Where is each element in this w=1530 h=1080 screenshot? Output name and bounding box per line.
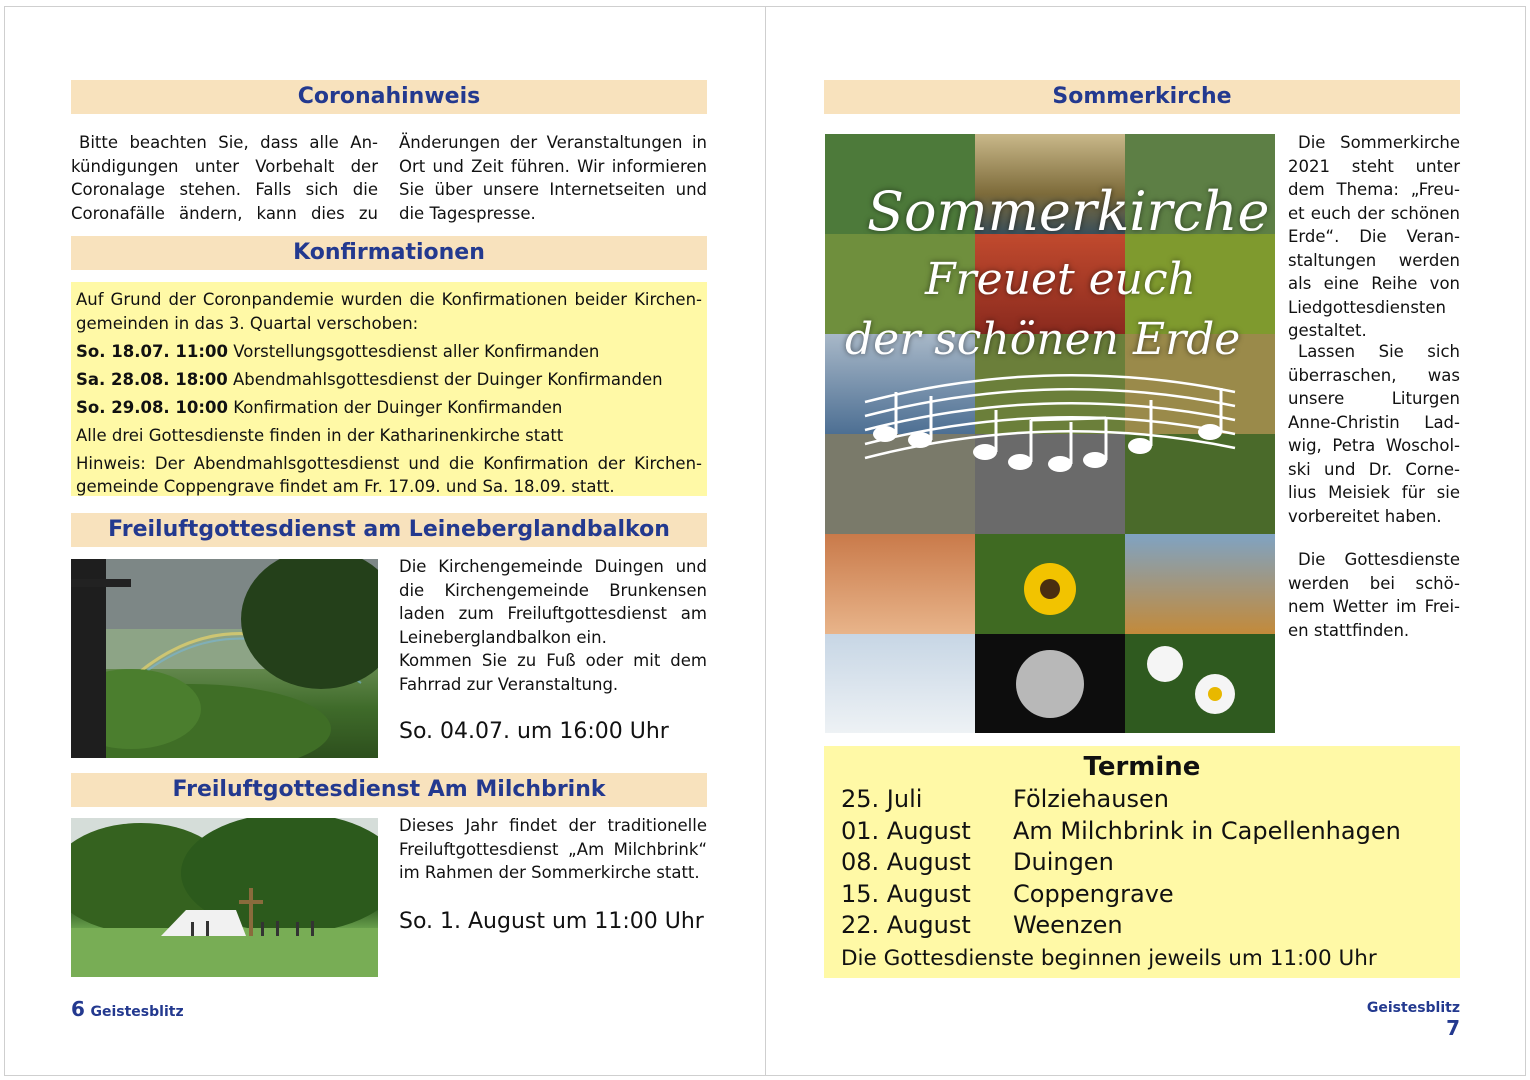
konf-intro-line: gemeinden in das 3. Quartal verschoben: <box>76 313 419 333</box>
left-footer <box>71 997 184 1021</box>
termine-heading: Termine <box>1083 752 1201 782</box>
leineberg-line: Kommen Sie zu Fuß oder mit dem <box>399 651 707 670</box>
leineberg-line: Die Kirchengemeinde Duingen und <box>399 557 707 576</box>
sk-line: wig, Petra Woschol- <box>1288 436 1460 455</box>
sk-line: lius Meisiek für sie <box>1288 483 1460 502</box>
sk-line: staltungen werden <box>1288 250 1460 270</box>
termin-place: Duingen <box>1013 848 1114 876</box>
konf-event-when: Sa. 28.08. 18:00 <box>76 369 228 389</box>
konf-hint-line: Hinweis: Der Abendmahlsgottesdienst und die Konfirmation der Kirchen- <box>76 453 702 473</box>
corona-col2-line: Ort und Zeit führen. Wir informieren <box>399 156 707 176</box>
sk-line: Liedgottesdiensten <box>1288 297 1446 317</box>
termin-row <box>841 847 1114 879</box>
termin-date: 08. August <box>841 848 971 876</box>
magazine-name: Geistesblitz <box>1366 1000 1460 1016</box>
termin-date: 15. August <box>841 880 971 908</box>
termine-note: Die Gottesdienste beginnen jeweils um 11:00 Uhr <box>841 946 1377 971</box>
termin-row <box>841 879 1174 911</box>
leineberg-line: die Kirchengemeinde Brunkensen <box>399 580 707 600</box>
termin-date: 22. August <box>841 911 971 939</box>
sommerkirche-text-1 <box>1288 131 1460 343</box>
konf-event-what: Vorstellungsgottesdienst aller Konfirmanden <box>227 341 600 361</box>
sk-line: dem Thema: „Freu- <box>1288 180 1460 199</box>
milchbrink-photo <box>71 818 378 977</box>
page-number: 6 <box>71 997 85 1021</box>
termin-place: Fölziehausen <box>1013 785 1169 813</box>
konf-intro-line: Auf Grund der Coronpandemie wurden die Konfirmationen beider Kirchen- <box>76 290 702 309</box>
termin-date: 25. Juli <box>841 785 923 813</box>
milchbrink-text <box>399 814 707 885</box>
corona-heading: Coronahinweis <box>71 80 707 114</box>
sk-line: überraschen, was <box>1288 365 1460 385</box>
collage-title: Sommerkirche <box>867 180 1270 243</box>
corona-text-col1 <box>71 131 378 225</box>
konf-event <box>76 396 702 420</box>
konf-event <box>76 340 702 364</box>
leineberg-date: So. 04.07. um 16:00 Uhr <box>399 719 669 744</box>
sk-line: en stattfinden. <box>1288 620 1410 640</box>
leineberg-heading: Freiluftgottesdienst am Leineberglandbalkon <box>71 513 707 547</box>
konf-event <box>76 368 702 392</box>
corona-text-col2 <box>399 131 707 225</box>
konf-event-what: Konfirmation der Duinger Konfirmanden <box>227 397 563 417</box>
termin-row <box>841 784 1169 816</box>
milchbrink-line: Dieses Jahr findet der traditionelle <box>399 816 707 835</box>
termin-place: Weenzen <box>1013 911 1123 939</box>
sommerkirche-collage <box>825 134 1275 733</box>
termin-row <box>841 910 1123 942</box>
corona-col2-line: die Tagespresse. <box>399 203 536 223</box>
sk-line: werden bei schö- <box>1288 573 1460 593</box>
sk-line: nem Wetter im Frei- <box>1288 597 1460 616</box>
sk-line: ski und Dr. Corne- <box>1288 459 1460 479</box>
sk-line: unsere Liturgen <box>1288 389 1460 408</box>
milchbrink-heading: Freiluftgottesdienst Am Milchbrink <box>71 773 707 807</box>
corona-col2-line: Änderungen der Veranstaltungen in <box>399 133 707 152</box>
konf-place: Alle drei Gottesdienste finden in der Katharinenkirche statt <box>76 425 564 445</box>
milchbrink-line: Freiluftgottesdienst „Am Milchbrink“ <box>399 839 707 859</box>
right-footer <box>1349 997 1460 1040</box>
sk-line: Erde“. Die Veran- <box>1288 227 1460 246</box>
termin-place: Coppengrave <box>1013 880 1174 908</box>
corona-col1-line: Coronafälle ändern, kann dies zu <box>71 203 378 223</box>
sk-line: gestaltet. <box>1288 321 1367 340</box>
sk-line: et euch der schönen <box>1288 203 1460 223</box>
sommerkirche-heading: Sommerkirche <box>824 80 1460 114</box>
corona-col1-line: Bitte beachten Sie, dass alle An- <box>79 133 378 152</box>
leineberg-line: laden zum Freiluftgottesdienst am <box>399 604 707 623</box>
konfirmationen-box <box>71 282 707 496</box>
konf-event-when: So. 29.08. 10:00 <box>76 397 228 417</box>
milchbrink-date: So. 1. August um 11:00 Uhr <box>399 909 704 934</box>
corona-col1-line: Coronalage stehen. Falls sich die <box>71 180 378 199</box>
sk-line: Die Sommerkirche <box>1298 133 1460 152</box>
konf-hint-line: gemeinde Coppengrave findet am Fr. 17.09. und Sa. 18.09. statt. <box>76 477 615 496</box>
konf-event-when: So. 18.07. 11:00 <box>76 341 228 361</box>
termin-row <box>841 816 1401 848</box>
sommerkirche-text-2 <box>1288 340 1460 528</box>
sommerkirche-text-3 <box>1288 548 1460 642</box>
leineberg-line: Leineberglandbalkon ein. <box>399 627 607 647</box>
collage-subtitle-2: der schönen Erde <box>845 314 1241 365</box>
corona-col1-line: kündigungen unter Vorbehalt der <box>71 156 378 176</box>
leineberg-line: Fahrrad zur Veranstaltung. <box>399 674 619 694</box>
sk-line: vorbereitet haben. <box>1288 506 1442 526</box>
leineberg-landscape-photo <box>71 559 378 758</box>
termin-place: Am Milchbrink in Capellenhagen <box>1013 817 1401 845</box>
leineberg-text <box>399 555 707 696</box>
sk-line: Die Gottesdienste <box>1298 550 1460 569</box>
corona-col2-line: Sie über unsere Internetseiten und <box>399 180 707 199</box>
konfirmationen-heading: Konfirmationen <box>71 236 707 270</box>
sk-line: Lassen Sie sich <box>1298 342 1460 361</box>
milchbrink-line: im Rahmen der Sommerkirche statt. <box>399 863 700 882</box>
magazine-name: Geistesblitz <box>90 1004 184 1020</box>
termine-box <box>824 746 1460 978</box>
konf-event-what: Abendmahlsgottesdienst der Duinger Konfirmanden <box>227 369 663 389</box>
page-number: 7 <box>1446 1016 1460 1040</box>
termin-date: 01. August <box>841 817 971 845</box>
sk-line: Anne-Christin Lad- <box>1288 412 1460 432</box>
sk-line: als eine Reihe von <box>1288 274 1460 293</box>
collage-subtitle-1: Freuet euch <box>925 254 1197 305</box>
sk-line: 2021 steht unter <box>1288 156 1460 176</box>
